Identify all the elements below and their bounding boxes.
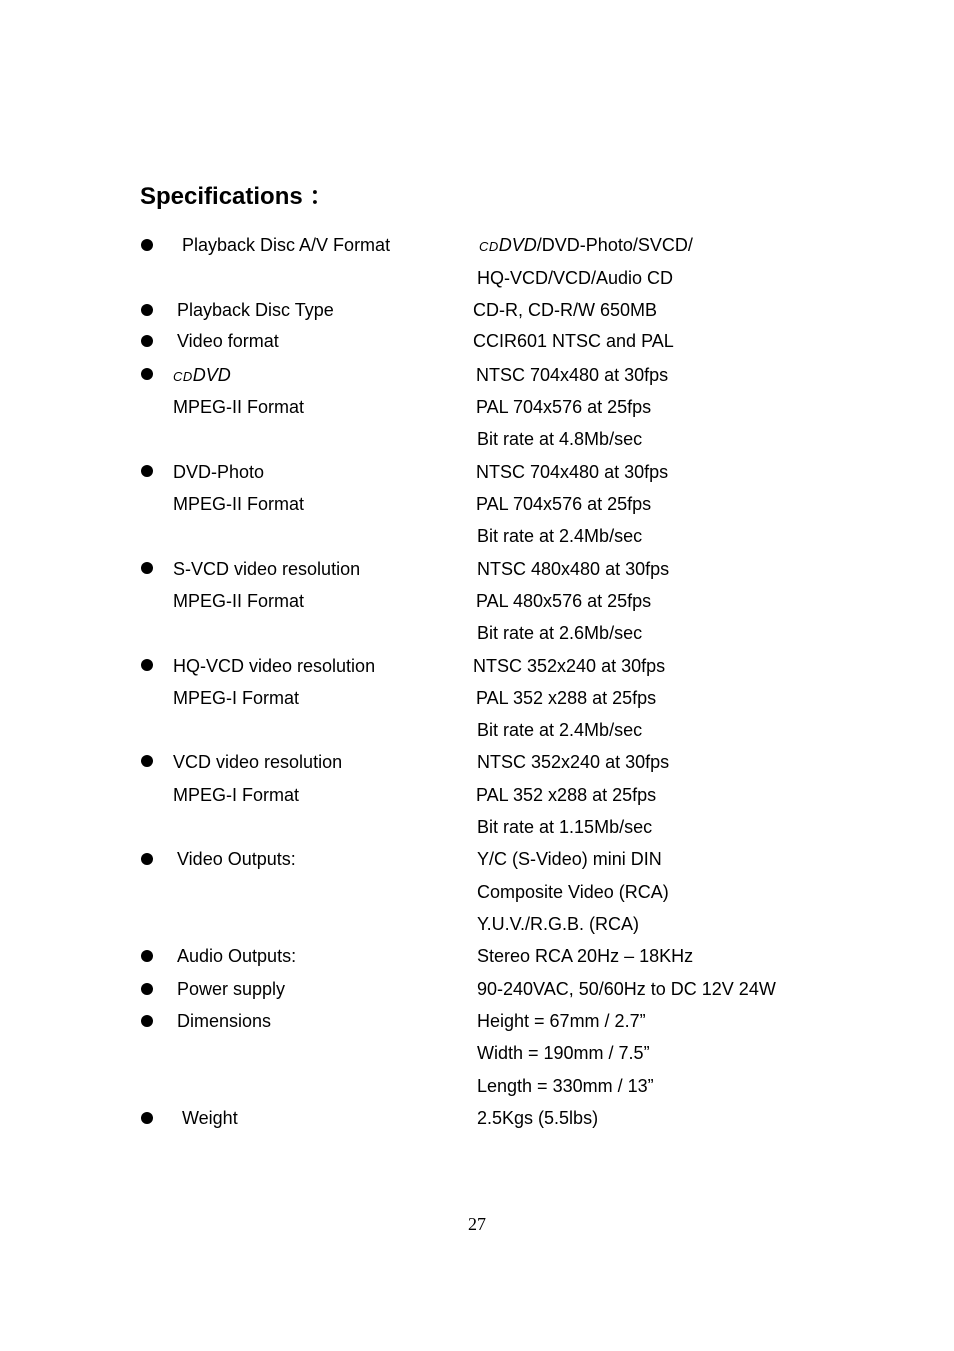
spec-value: PAL 480x576 at 25fps	[476, 591, 652, 611]
spec-sublabel: MPEG-II Format	[173, 397, 305, 417]
spec-value: NTSC 352x240 at 30fps	[477, 752, 670, 772]
spec-label: S-VCD video resolution	[173, 559, 361, 579]
spec-sublabel: MPEG-I Format	[173, 688, 300, 708]
spec-label: DVD-Photo	[173, 462, 265, 482]
dvd-logo-text: DVD	[498, 235, 537, 255]
spec-value: Bit rate at 2.6Mb/sec	[477, 623, 643, 643]
spec-sublabel: MPEG-I Format	[173, 785, 300, 805]
bullet-icon	[141, 304, 153, 316]
title-colon: ：	[309, 183, 334, 210]
spec-value: Stereo RCA 20Hz – 18KHz	[477, 946, 694, 966]
spec-value: PAL 352 x288 at 25fps	[476, 785, 657, 805]
spec-value: CD-R, CD-R/W 650MB	[473, 300, 658, 320]
spec-value: 2.5Kgs (5.5lbs)	[477, 1108, 599, 1128]
spec-value: Bit rate at 1.15Mb/sec	[477, 817, 653, 837]
bullet-icon	[141, 368, 153, 380]
spec-value: PAL 704x576 at 25fps	[476, 494, 652, 514]
spec-label	[173, 364, 231, 388]
bullet-icon	[141, 239, 153, 251]
bullet-icon	[141, 465, 153, 477]
spec-label: HQ-VCD video resolution	[173, 656, 376, 676]
spec-value: Bit rate at 2.4Mb/sec	[477, 720, 643, 740]
title-text: Specifications	[140, 183, 303, 210]
bullet-icon	[141, 1015, 153, 1027]
spec-label: Video format	[177, 331, 279, 351]
spec-value: Bit rate at 2.4Mb/sec	[477, 526, 643, 546]
spec-value: Bit rate at 4.8Mb/sec	[477, 429, 643, 449]
spec-sublabel: MPEG-II Format	[173, 591, 305, 611]
spec-value: Composite Video (RCA)	[477, 882, 669, 902]
spec-value: Y.U.V./R.G.B. (RCA)	[477, 914, 640, 934]
spec-label: Dimensions	[177, 1011, 272, 1031]
spec-value: HQ-VCD/VCD/Audio CD	[477, 268, 674, 288]
spec-label: Video Outputs:	[177, 849, 296, 869]
spec-value-rest: /DVD-Photo/SVCD/	[536, 235, 693, 255]
spec-label: Playback Disc Type	[177, 300, 334, 320]
bullet-icon	[141, 1112, 153, 1124]
bullet-icon	[141, 335, 153, 347]
spec-value: Height = 67mm / 2.7”	[477, 1011, 646, 1031]
spec-value: NTSC 352x240 at 30fps	[473, 656, 666, 676]
spec-value	[479, 234, 693, 258]
dvd-logo-text: DVD	[192, 365, 231, 385]
spec-value: PAL 704x576 at 25fps	[476, 397, 652, 417]
bullet-icon	[141, 659, 153, 671]
bullet-icon	[141, 853, 153, 865]
bullet-icon	[141, 983, 153, 995]
spec-label: Power supply	[177, 979, 286, 999]
page-number: 27	[468, 1214, 486, 1234]
spec-value: PAL 352 x288 at 25fps	[476, 688, 657, 708]
bullet-icon	[141, 755, 153, 767]
cd-logo-text: CD	[173, 369, 193, 384]
spec-value: 90-240VAC, 50/60Hz to DC 12V 24W	[477, 979, 776, 999]
spec-value: Length = 330mm / 13”	[477, 1076, 654, 1096]
spec-value: Y/C (S-Video) mini DIN	[477, 849, 662, 869]
spec-value: NTSC 704x480 at 30fps	[476, 365, 669, 385]
spec-value: Width = 190mm / 7.5”	[477, 1043, 650, 1063]
cd-logo-text: CD	[479, 239, 499, 254]
spec-value: CCIR601 NTSC and PAL	[473, 331, 674, 351]
spec-label: Playback Disc A/V Format	[182, 235, 391, 255]
spec-label: Audio Outputs:	[177, 946, 297, 966]
spec-sublabel: MPEG-II Format	[173, 494, 305, 514]
spec-value: NTSC 704x480 at 30fps	[476, 462, 669, 482]
spec-value: NTSC 480x480 at 30fps	[477, 559, 670, 579]
bullet-icon	[141, 562, 153, 574]
bullet-icon	[141, 950, 153, 962]
spec-label: VCD video resolution	[173, 752, 343, 772]
page-title	[140, 176, 333, 211]
spec-label: Weight	[182, 1108, 238, 1128]
